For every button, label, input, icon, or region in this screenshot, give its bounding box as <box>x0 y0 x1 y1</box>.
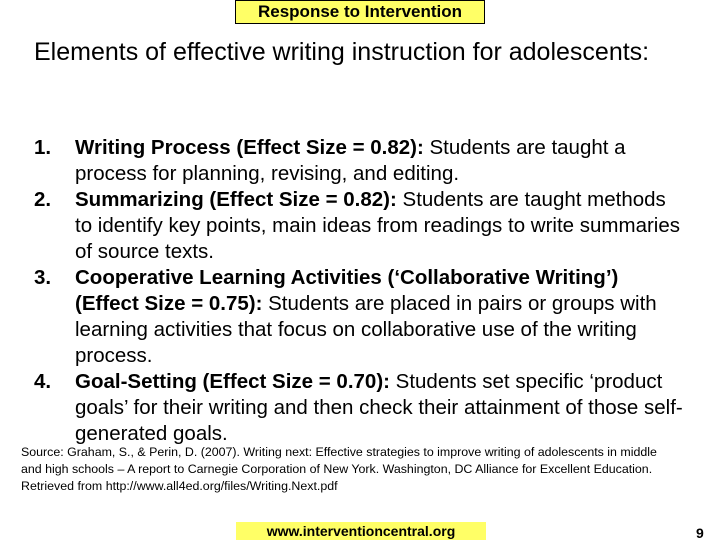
list-item-text: Students set specific ‘product goals’ for their writing and then check their attainment of those self-generated goals. <box>75 370 683 445</box>
list-item-heading: Summarizing (Effect Size = 0.82): <box>75 188 397 211</box>
list-item <box>34 135 684 187</box>
list-item-text: Students are taught methods to identify key points, main ideas from readings to write summaries of source texts. <box>75 188 681 263</box>
page-number: 9 <box>696 525 704 541</box>
list-item-number: 3. <box>34 266 52 289</box>
list-item-number: 4. <box>34 370 52 393</box>
list-item-heading: Goal-Setting (Effect Size = 0.70): <box>75 370 390 393</box>
list-item-number: 2. <box>34 188 52 211</box>
list-item-text: Students are placed in pairs or groups with learning activities that focus on collaborative use of the writing process. <box>75 292 657 367</box>
elements-list <box>34 135 684 447</box>
list-item-number: 1. <box>34 136 52 159</box>
source-citation: Source: Graham, S., & Perin, D. (2007). Writing next: Effective strategies to improve writing of adolescents in middle and high schools – A report to Carnegie Corporation of New York. Washington, DC Alliance for Excellent Education. Retrieved from http://www.all4ed.org/files/Writing.Next.pdf <box>21 445 657 493</box>
list-item-heading: Cooperative Learning Activities (‘Collaborative Writing’) (Effect Size = 0.75): <box>75 266 619 315</box>
header-banner: Response to Intervention <box>235 0 485 24</box>
list-item <box>34 369 684 447</box>
list-item <box>34 265 684 369</box>
list-item-text: Students are taught a process for planning, revising, and editing. <box>75 136 626 185</box>
page-title: Elements of effective writing instruction for adolescents: <box>34 38 650 66</box>
list-item <box>34 187 684 265</box>
footer-url[interactable]: www.interventioncentral.org <box>236 522 486 540</box>
list-item-heading: Writing Process (Effect Size = 0.82): <box>75 136 424 159</box>
